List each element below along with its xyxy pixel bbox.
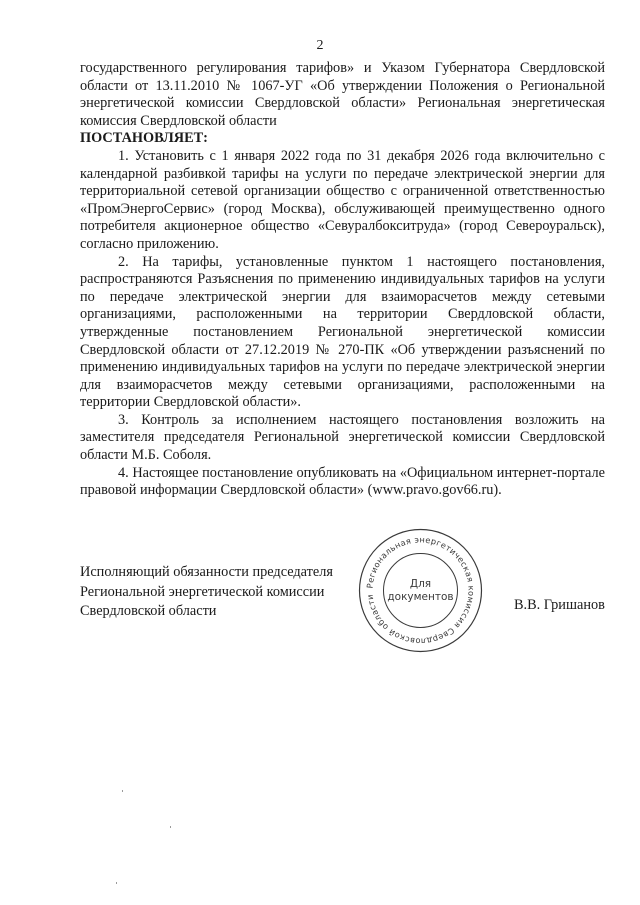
page-number: 2: [316, 38, 324, 53]
scan-speck: [116, 882, 117, 884]
scan-speck: [170, 826, 171, 828]
official-stamp: [357, 527, 484, 654]
signer-name: В.В. Гришанов: [514, 597, 605, 613]
document-body: [80, 60, 605, 500]
resolution-heading: ПОСТАНОВЛЯЕТ:: [80, 130, 208, 147]
signatory-position-line: Свердловской области: [80, 603, 217, 619]
signatory-position-line: Исполняющий обязанности председателя: [80, 564, 333, 580]
scan-speck: [122, 790, 123, 792]
signatory-position-line: Региональной энергетической комиссии: [80, 583, 325, 600]
stamp-center-text-line: Для: [409, 578, 432, 590]
clause-1: 1. Установить с 1 января 2022 года по 31 декабря 2026 года включительно с календарной разбивкой тарифы на услуги по передаче электрической энергии для территориальной сетевой организации общество с ограниченной ответственностью «ПромЭнергоСервис» (город Москва), обслуживающей преимущественно одного потребителя акционерное общество «Севуралбокситруда» (город Североуральск), согласно приложению.: [80, 147, 605, 252]
signatory-position: [80, 563, 350, 622]
stamp-center-text-line: документов: [387, 591, 454, 603]
intro-paragraph: государственного регулирования тарифов» и Указом Губернатора Свердловской области от 13.11.2010 № 1067-УГ «Об утверждении Положения о Региональной энергетической комиссии Свердловской области» Региональная энергетическая комиссия Свердловской области: [80, 60, 605, 129]
clause-4: 4. Настоящее постановление опубликовать на «Официальном интернет-портале правовой информации Свердловской области» (www.pravo.gov66.ru).: [80, 464, 605, 499]
stamp-ring-text: Региональная энергетическая комиссия Свердловской области: [364, 534, 477, 647]
clause-3: 3. Контроль за исполнением настоящего постановления возложить на заместителя председателя Региональной энергетической комиссии Свердловской области М.Б. Соболя.: [80, 411, 605, 464]
clause-2: 2. На тарифы, установленные пунктом 1 настоящего постановления, распространяются Разъяснения по применению индивидуальных тарифов на услуги по передаче электрической энергии для взаиморасчетов между сетевыми организациями, расположенными на территории Свердловской области, утвержденные постановлением Региональной энергетической комиссии Свердловской области от 27.12.2019 № 270-ПК «Об утверждении разъяснений по применению индивидуальных тарифов на услуги по передаче электрической энергии для взаиморасчетов между сетевыми организациями, расположенными на территории Свердловской области».: [80, 253, 605, 411]
